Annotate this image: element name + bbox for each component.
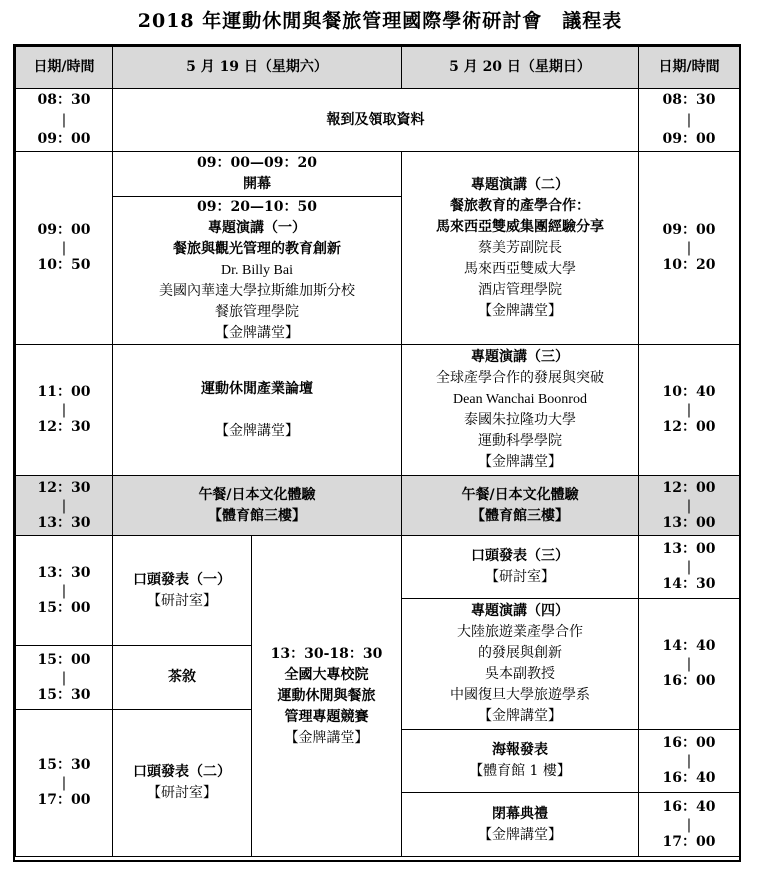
time-cell: 16：00 | 16：40 (639, 730, 740, 793)
opening-cell: 09：00—09：20 開幕 (113, 152, 402, 197)
lunch-day2-cell: 午餐/日本文化體驗 【體育館三樓】 (402, 476, 639, 536)
time-cell: 08：30 | 09：00 (16, 89, 113, 152)
keynote-3-cell: 專題演講（三） 全球產學合作的發展與突破 Dean Wanchai Boonrod 泰國朱拉隆功大學 運動科學學院 【金牌講堂】 (402, 345, 639, 476)
poster-cell: 海報發表 【體育館 1 樓】 (402, 730, 639, 793)
oral-1-cell: 口頭發表（一） 【研討室】 (113, 536, 252, 646)
table-row (16, 152, 740, 197)
header-day2: 5 月 20 日（星期日） (402, 47, 639, 89)
keynote-1-cell: 09：20—10：50 專題演講（一） 餐旅與觀光管理的教育創新 Dr. Billy Bai 美國內華達大學拉斯維加斯分校 餐旅管理學院 【金牌講堂】 (113, 197, 402, 345)
time-cell: 16：40 | 17：00 (639, 793, 740, 857)
header-row (16, 47, 740, 89)
forum-cell: 運動休閒產業論壇 【金牌講堂】 (113, 345, 402, 476)
header-time-right: 日期/時間 (639, 47, 740, 89)
time-cell: 12：00 | 13：00 (639, 476, 740, 536)
time-cell: 14：40 | 16：00 (639, 599, 740, 730)
page-title: 2018 年運動休閒與餐旅管理國際學術研討會 議程表 (137, 10, 623, 32)
time-cell: 11：00 | 12：30 (16, 345, 113, 476)
time-cell: 13：30 | 15：00 (16, 536, 113, 646)
time-cell: 15：30 | 17：00 (16, 710, 113, 857)
table-row (16, 476, 740, 536)
header-time-left: 日期/時間 (16, 47, 113, 89)
time-cell: 10：40 | 12：00 (639, 345, 740, 476)
competition-cell: 13：30-18：30 全國大專校院 運動休閒與餐旅 管理專題競賽 【金牌講堂】 (252, 536, 402, 857)
registration-cell: 報到及領取資料 (113, 89, 639, 152)
oral-2-cell: 口頭發表（二） 【研討室】 (113, 710, 252, 857)
table-row (16, 345, 740, 476)
time-cell: 08：30 | 09：00 (639, 89, 740, 152)
time-cell: 09：00 | 10：20 (639, 152, 740, 345)
oral-3-cell: 口頭發表（三） 【研討室】 (402, 536, 639, 599)
keynote-2-cell: 專題演講（二） 餐旅教育的產學合作： 馬來西亞雙威集團經驗分享 蔡美芳副院長 馬來西亞雙威大學 酒店管理學院 【金牌講堂】 (402, 152, 639, 345)
header-day1: 5 月 19 日（星期六） (113, 47, 402, 89)
time-cell: 13：00 | 14：30 (639, 536, 740, 599)
table-row (16, 536, 740, 599)
tea-break-cell: 茶敘 (113, 646, 252, 710)
closing-cell: 閉幕典禮 【金牌講堂】 (402, 793, 639, 857)
time-cell: 09：00 | 10：50 (16, 152, 113, 345)
keynote-4-cell: 專題演講（四） 大陸旅遊業產學合作 的發展與創新 吳本副教授 中國復旦大學旅遊學系 【金牌講堂】 (402, 599, 639, 730)
table-row (16, 89, 740, 152)
agenda-table (15, 46, 740, 857)
time-cell: 12：30 | 13：30 (16, 476, 113, 536)
time-cell: 15：00 | 15：30 (16, 646, 113, 710)
lunch-day1-cell: 午餐/日本文化體驗 【體育館三樓】 (113, 476, 402, 536)
